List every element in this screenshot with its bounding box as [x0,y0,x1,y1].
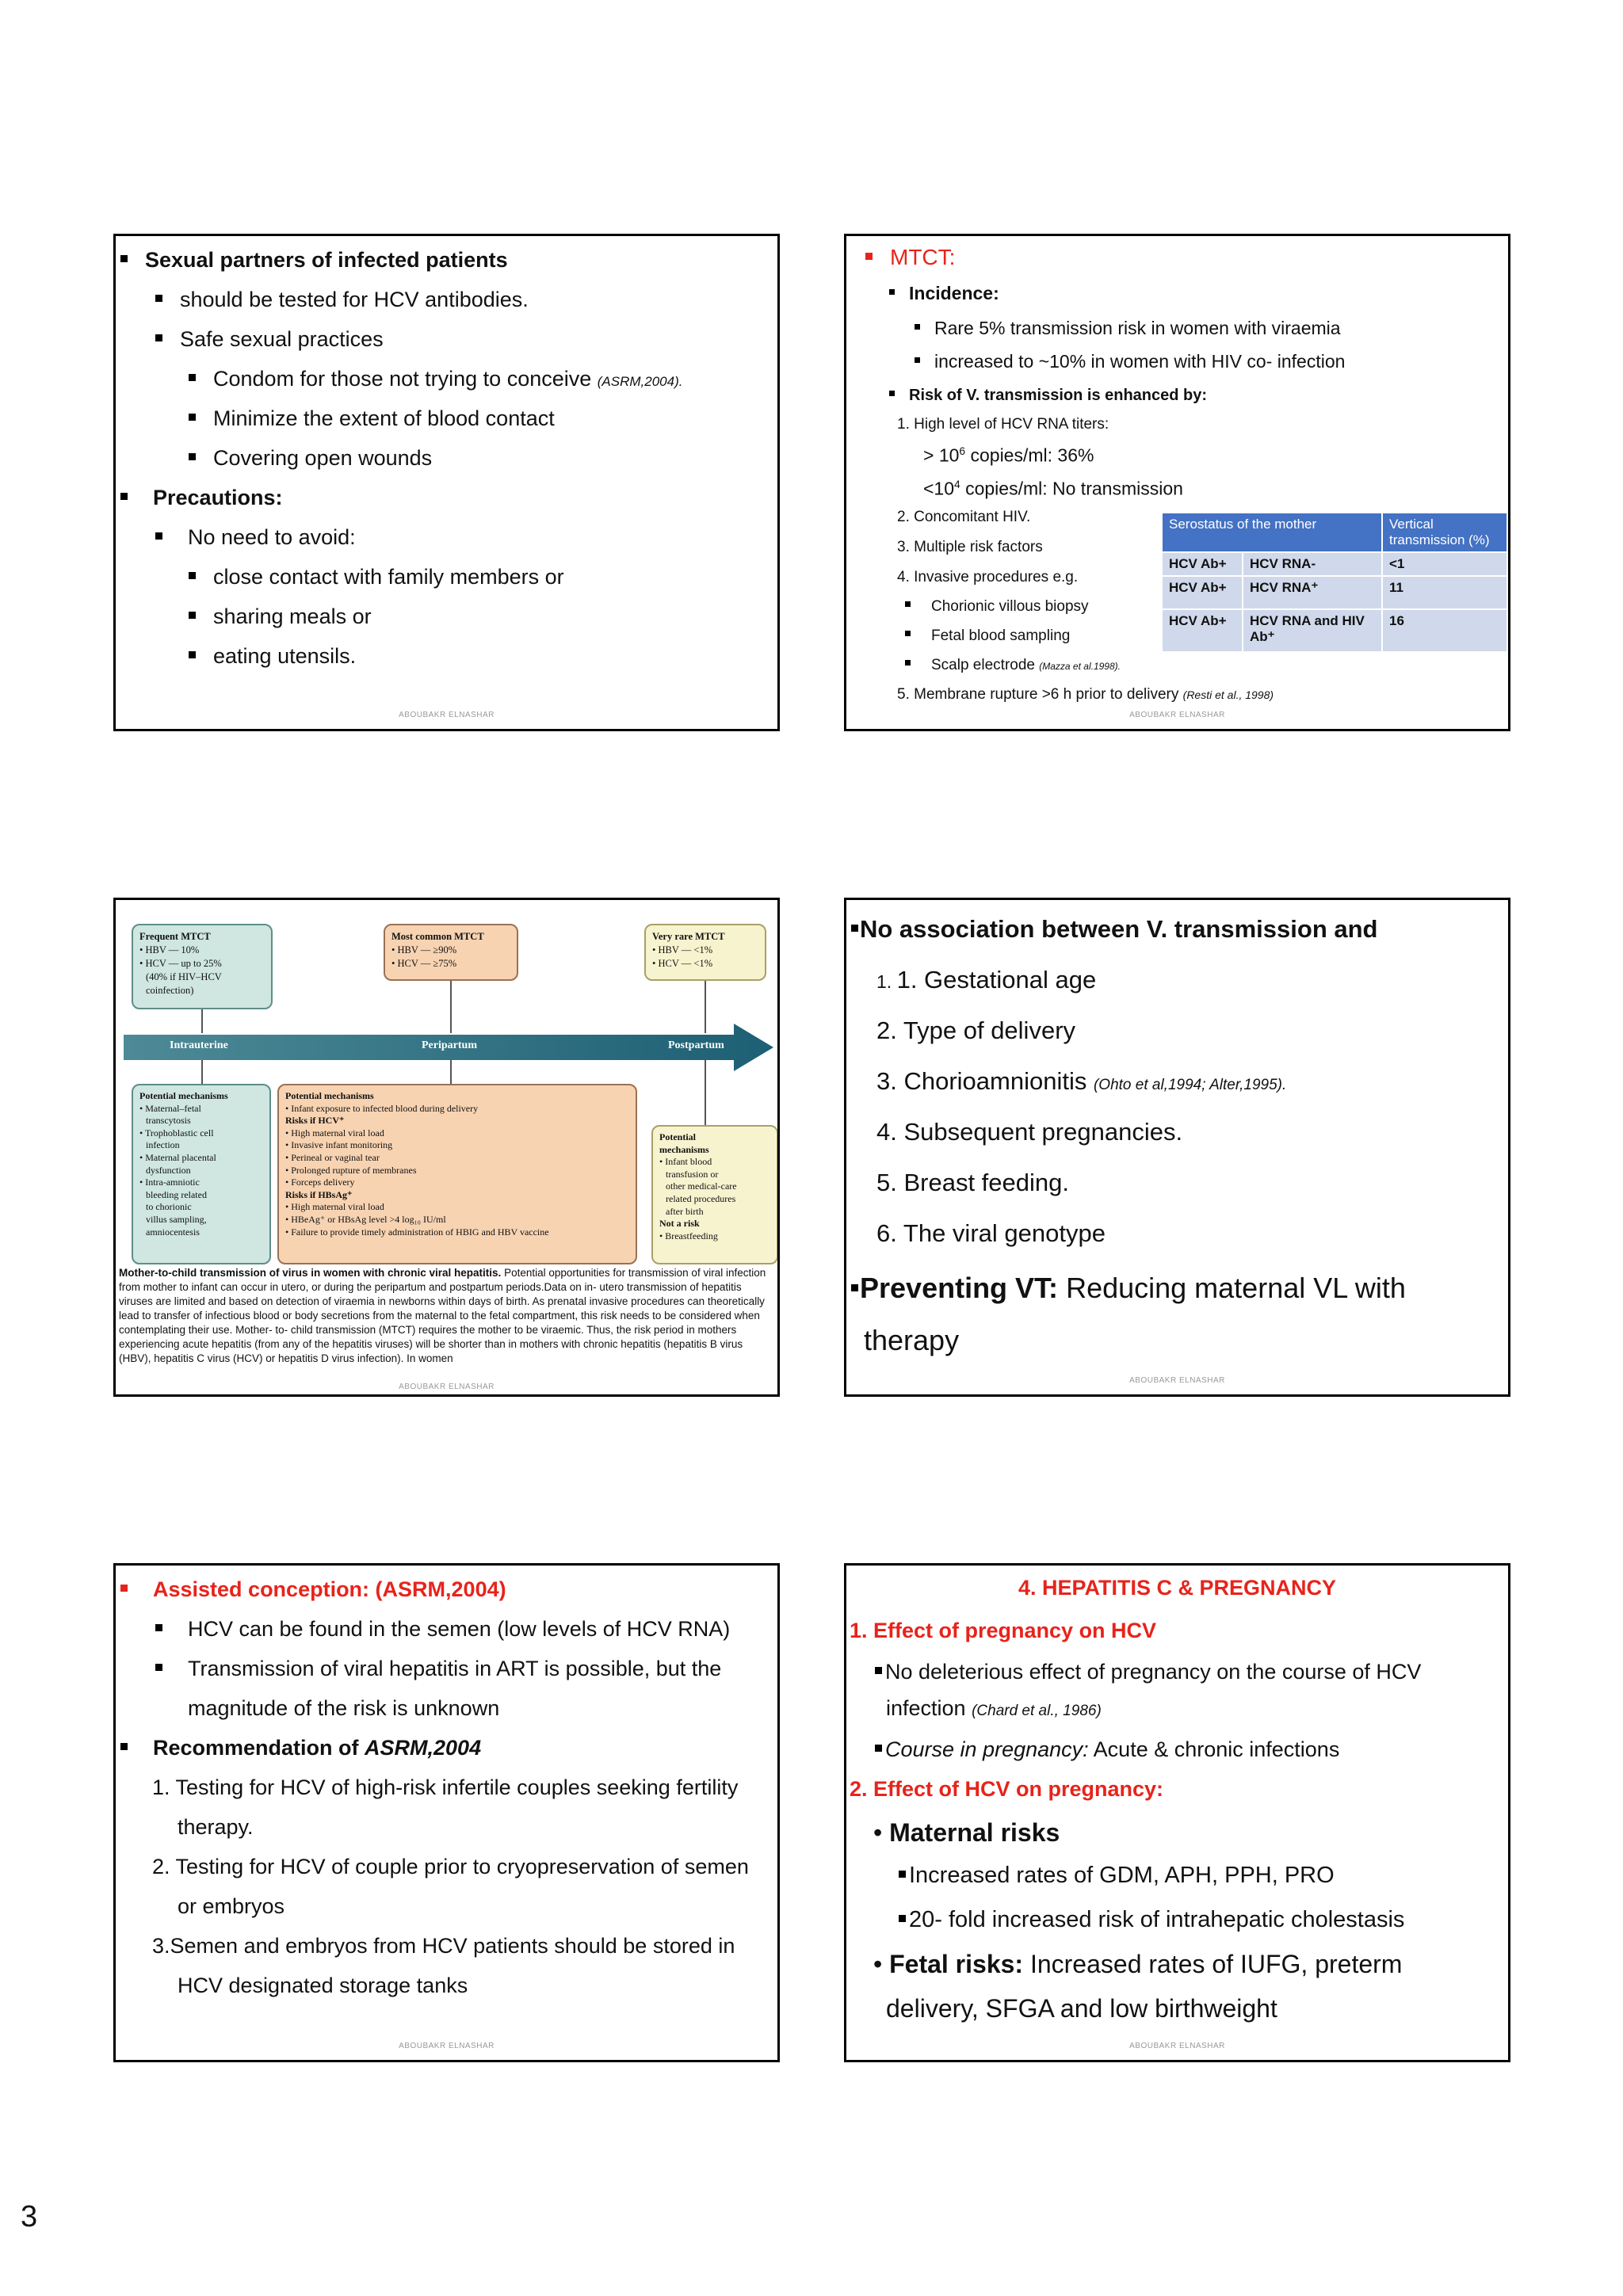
diagram-line: Risks if HCV⁺ [285,1115,345,1127]
titer-low: $<10^4$ copies/ml: No transmission [923,478,1183,499]
list-item: 2. Type of delivery [876,1016,1076,1044]
table-header-cell: Serostatus of the mother [1162,513,1382,552]
diagram-line: Not a risk [659,1218,700,1230]
bullet-fbs: Fetal blood sampling [905,628,1070,645]
diagram-line: bleeding related [146,1188,207,1200]
intrauterine-mechanisms-box [132,1084,271,1264]
slide-4 [844,898,1510,1397]
bullet-icon [875,1667,882,1674]
table-cell: HCV Ab+ [1162,609,1243,652]
bullet-no-need: No need to avoid: [155,526,356,550]
risk-item-2: 2. Concomitant HIV. [897,509,1031,525]
arrow-label-intrauterine: Intrauterine [170,1039,228,1051]
bullet-icon [889,289,895,295]
table-cell: HCV RNA- [1243,552,1382,576]
bullet-sexual-partners: Sexual partners of infected patients [120,249,508,273]
table-cell: HCV RNA and HIV Ab⁺ [1243,609,1382,652]
bullet-icon [905,660,911,666]
slide-footer: ABOUBAKR ELNASHAR [1129,1376,1225,1385]
diagram-line: • Maternal–fetal [139,1102,201,1114]
most-common-mtct-box: Most common MTCT • HBV — ≥90% • HCV — ≥75% [384,924,518,981]
list-item: 1. 1. Gestational age [876,966,1097,994]
bullet-icon [905,631,911,636]
diagram-line: • Intra-amniotic [139,1177,200,1188]
bullet-icon [899,1915,906,1922]
preventing-vt: Preventing VT: Reducing maternal VL with [851,1272,1406,1304]
slide-title: 4. HEPATITIS C & PREGNANCY [1018,1576,1337,1600]
serostatus-table [1161,512,1508,653]
figure-caption: Mother-to-child transmission of virus in women with chronic viral hepatitis. Potential opportunities for transmission of viral infection from mother to infant can occur in utero, or during the peripartum and postpartum periods.Data on in- utero transmission of hepatitis viruses are limited and based on detection of viraemia in newborns within days of birth. As prenatal invasive procedures can theoretically lead to transfer of infectious blood or body secretions from the maternal to the fetal compartment, this risk needs to be considered when contemplating their use. Mother- to- child transmission (MTCT) requires the mother to be viraemic. Thus, the risk period in mothers experiencing acute hepatitis (from any of the hepatitis viruses) will be shorter than in mothers with chronic hepatitis (hepatitis B virus (HBV), hepatitis C virus (HCV) or hepatitis D virus infection). In women [119,1267,766,1364]
bullet-icon [889,391,895,396]
bullet-precautions: Precautions: [120,486,283,510]
table-cell: <1 [1382,552,1507,576]
bullet-icon [189,374,196,381]
table-header-cell: Vertical transmission (%) [1382,513,1507,552]
table-header-row [1162,513,1507,552]
diagram-line: amniocentesis [146,1226,200,1238]
bullet-icon [189,414,196,421]
bullet-icon [905,601,911,607]
table-row [1162,576,1507,609]
table-cell: 11 [1382,576,1507,609]
effect-pregnancy-heading: 1. Effect of pregnancy on HCV [850,1619,1157,1642]
diagram-line: • Trophoblastic cell [139,1127,214,1138]
list-item-cont: or embryos [178,1894,285,1918]
diagram-line: • High maternal viral load [285,1127,384,1138]
table-cell: HCV Ab+ [1162,552,1243,576]
list-item: 3.Semen and embryos from HCV patients should be stored in [152,1934,735,1958]
bullet-icon [189,612,196,619]
bullet-icon [120,255,128,262]
diagram-line: Potential [659,1131,696,1142]
list-item: 2. Testing for HCV of couple prior to cryopreservation of semen [152,1855,749,1878]
bullet-icon [155,334,162,341]
bullet-icon [155,295,162,302]
bullet-risk-enhanced: Risk of V. transmission is enhanced by: [889,387,1207,404]
diagram-line: • Invasive infant monitoring [285,1139,393,1151]
diagram-line: dysfunction [146,1164,191,1176]
bullet-course: Course in pregnancy: Acute & chronic infections [875,1738,1339,1762]
diagram-line: • Perineal or vaginal tear [285,1151,380,1163]
diagram-line: • Prolonged rupture of membranes [285,1164,417,1176]
bullet-scalp: Scalp electrode (Mazza et al.1998). [905,658,1121,674]
infection-cont: infection (Chard et al., 1986) [886,1696,1102,1720]
bullet-icon [189,651,196,658]
bullet-transmission: Transmission of viral hepatitis in ART is possible, but the [155,1657,721,1681]
bullet-incidence: Incidence: [889,284,999,303]
bullet-safe-sex: Safe sexual practices [155,328,384,352]
diagram-line: transcytosis [146,1115,191,1127]
diagram-line: • Failure to provide timely administration of HBIG and HBV vaccine [285,1226,549,1238]
bullet-icon [155,1624,162,1631]
very-rare-mtct-box: Very rare MTCT • HBV — <1% • HCV — <1% [644,924,766,981]
risk-item-1: 1. High level of HCV RNA titers: [897,416,1109,433]
diagram-line: Potential mechanisms [139,1090,228,1101]
table-row [1162,552,1507,576]
list-item-cont: therapy. [178,1815,254,1839]
bullet-icon [851,925,858,932]
slide-2 [844,234,1510,731]
bullet-condom: Condom for those not trying to conceive (ASRM,2004). [189,368,682,391]
slide-footer: ABOUBAKR ELNASHAR [1129,711,1225,719]
bullet-gdm: Increased rates of GDM, APH, PPH, PRO [899,1863,1335,1889]
diagram-line: related procedures [666,1192,736,1204]
bullet-icon [189,453,196,460]
risk-item-3: 3. Multiple risk factors [897,539,1043,555]
slide-footer: ABOUBAKR ELNASHAR [1129,2042,1225,2050]
effect-hcv-heading: 2. Effect of HCV on pregnancy: [850,1777,1164,1801]
diagram-line: • Maternal placental [139,1151,216,1163]
bullet-increased: increased to ~10% in women with HIV co- infection [915,352,1345,372]
diagram-line: • Breastfeeding [659,1230,718,1241]
no-association-heading: No association between V. transmission and [851,916,1377,943]
risk-item-4: 4. Invasive procedures e.g. [897,569,1079,585]
diagram-line: infection [146,1139,180,1151]
bullet-icon [851,1284,858,1291]
recommendation-heading: Recommendation of ASRM,2004 [120,1737,481,1760]
diagram-line: other medical-care [666,1180,737,1192]
list-item: 5. Breast feeding. [876,1169,1069,1196]
bullet-minimize: Minimize the extent of blood contact [189,407,555,431]
bullet-icon [120,1585,128,1592]
frequent-mtct-box: Frequent MTCT • HBV — 10% • HCV — up to 25% (40% if HIV–HCV coinfection) [132,924,273,1009]
table-cell: HCV RNA⁺ [1243,576,1382,609]
arrow-label-postpartum: Postpartum [668,1039,724,1051]
diagram-line: transfusion or [666,1168,719,1180]
titer-high: > $10^6$ copies/ml: 36% [923,444,1094,466]
arrow-label-peripartum: Peripartum [422,1039,477,1051]
diagram-line: • Forceps delivery [285,1177,355,1188]
diagram-line: • High maternal viral load [285,1201,384,1213]
diagram-line: Risks if HBsAg⁺ [285,1188,353,1200]
bullet-sharing: sharing meals or [189,605,372,629]
diagram-line: • Infant exposure to infected blood during delivery [285,1102,479,1114]
page-number: 3 [21,2200,38,2233]
diagram-line: after birth [666,1205,704,1217]
bullet-cvs: Chorionic villous biopsy [905,599,1089,616]
peripartum-mechanisms-box [277,1084,637,1264]
bullet-cholestasis: 20- fold increased risk of intrahepatic cholestasis [899,1908,1404,1933]
transmission-cont: magnitude of the risk is unknown [188,1696,500,1720]
slide-3 [113,898,780,1397]
list-item: 1. Testing for HCV of high-risk infertile couples seeking fertility [152,1775,739,1799]
diagram-line: • Infant blood [659,1156,712,1168]
bullet-icon [915,324,920,330]
bullet-icon [865,253,873,260]
bullet-no-deleterious: No deleterious effect of pregnancy on the course of HCV [875,1661,1421,1684]
bullet-icon [155,1664,162,1671]
bullet-icon [189,572,196,579]
bullet-close-contact: close contact with family members or [189,566,564,589]
slide-5 [113,1563,780,2062]
bullet-icon [155,532,162,540]
bullet-semen: HCV can be found in the semen (low levels of HCV RNA) [155,1618,730,1642]
list-item: 6. The viral genotype [876,1219,1106,1247]
bullet-icon [120,493,128,500]
slide-footer: ABOUBAKR ELNASHAR [399,1383,495,1391]
table-cell: HCV Ab+ [1162,576,1243,609]
preventing-vt-cont: therapy [864,1324,960,1356]
table-row [1162,609,1507,652]
risk-item-5: 5. Membrane rupture >6 h prior to delivery (Resti et al., 1998) [897,686,1274,703]
assisted-conception-heading: Assisted conception: (ASRM,2004) [120,1578,506,1602]
bullet-rare: Rare 5% transmission risk in women with viraemia [915,318,1341,338]
diagram-line: • HBeAg⁺ or HBsAg level >4 log₁₀ IU/ml [285,1213,446,1225]
list-item: 3. Chorioamnionitis (Ohto et al,1994; Alter,1995). [876,1067,1287,1095]
fetal-risks-cont: delivery, SFGA and low birthweight [886,1994,1277,2023]
bullet-tested: should be tested for HCV antibodies. [155,288,529,312]
fetal-risks: • Fetal risks: Increased rates of IUFG, preterm [873,1950,1403,1978]
diagram-line: mechanisms [659,1143,709,1155]
slide-footer: ABOUBAKR ELNASHAR [399,711,495,719]
bullet-utensils: eating utensils. [189,645,356,669]
diagram-line: to chorionic [146,1201,192,1213]
slide-footer: ABOUBAKR ELNASHAR [399,2042,495,2050]
slide-1 [113,234,780,731]
slide-6 [844,1563,1510,2062]
diagram-line: Potential mechanisms [285,1090,374,1101]
maternal-risks: • Maternal risks [873,1818,1060,1847]
bullet-icon [120,1743,128,1750]
list-item: 4. Subsequent pregnancies. [876,1118,1183,1146]
bullet-icon [875,1745,882,1752]
bullet-icon [899,1871,906,1878]
bullet-icon [915,357,920,363]
diagram-line: villus sampling, [146,1213,207,1225]
list-item-cont: HCV designated storage tanks [178,1974,468,1997]
postpartum-mechanisms-box [651,1125,778,1264]
table-cell: 16 [1382,609,1507,652]
bullet-mtct: MTCT: [865,246,955,270]
bullet-covering: Covering open wounds [189,447,432,471]
